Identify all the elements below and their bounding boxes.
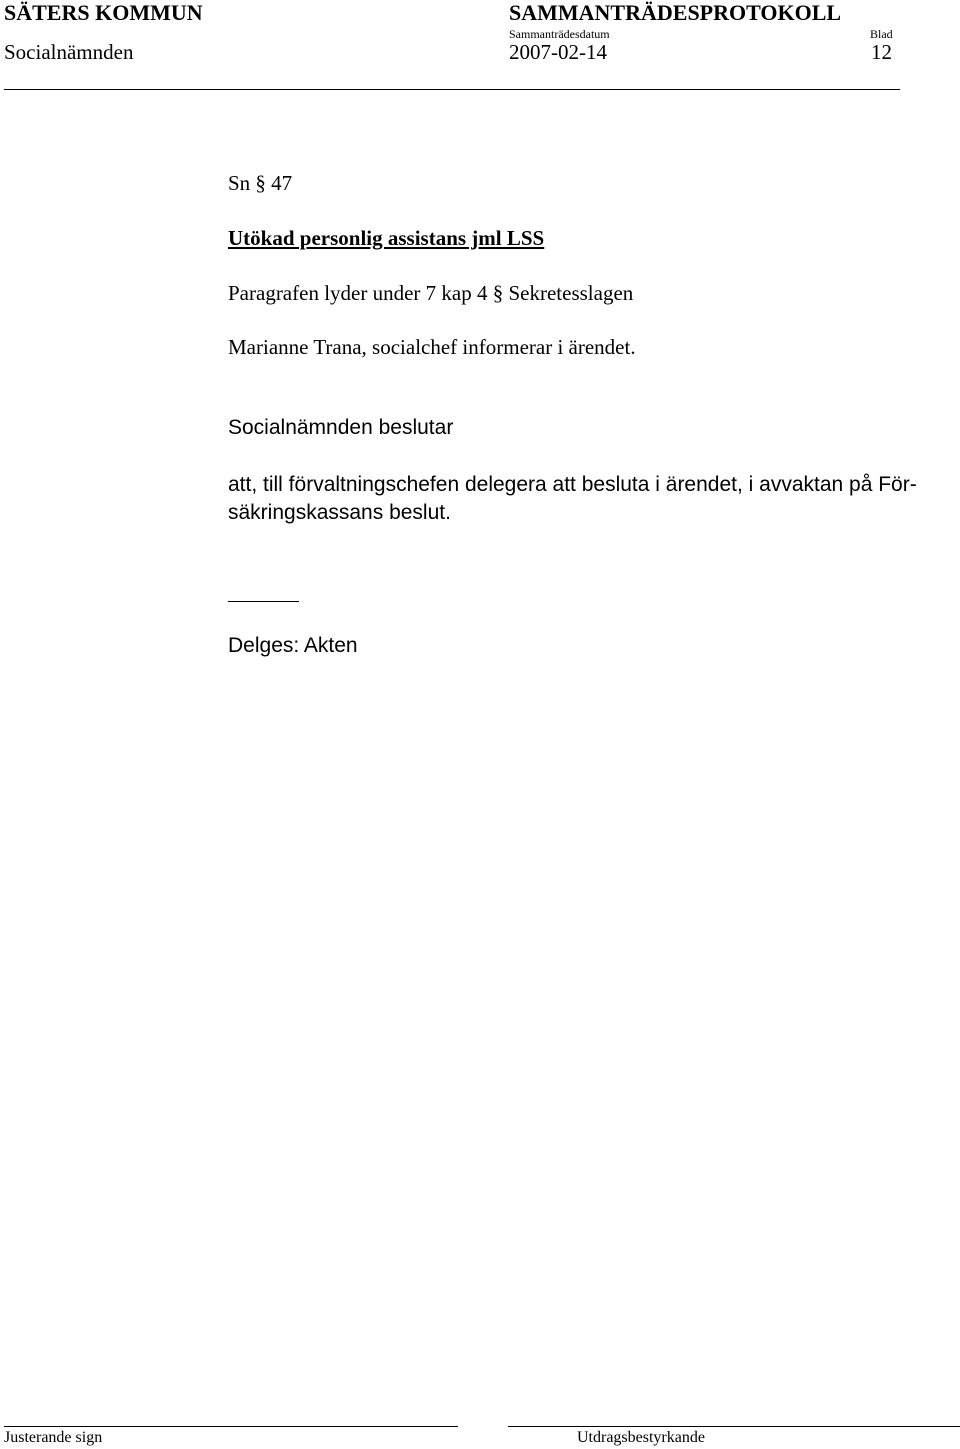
signature-label: Justerande sign: [4, 1429, 103, 1446]
decision-line: säkringskassans beslut.: [228, 501, 451, 524]
section-number: Sn § 47: [228, 171, 293, 195]
document-type: SAMMANTRÄDESPROTOKOLL: [509, 0, 842, 25]
meeting-date-label: Sammanträdesdatum: [509, 27, 610, 41]
committee-name: Socialnämnden: [4, 40, 134, 64]
decision-text: [228, 471, 928, 527]
header-divider: [4, 89, 900, 90]
footer-divider-left: [4, 1426, 458, 1427]
org-name: SÄTERS KOMMUN: [4, 0, 203, 25]
distribution-note: Delges: Akten: [228, 634, 358, 657]
informant-note: Marianne Trana, socialchef informerar i ärendet.: [228, 335, 636, 359]
page-label: Blad: [870, 27, 893, 41]
decision-line: att, till förvaltningschefen delegera att besluta i ärendet, i avvaktan på För-: [228, 473, 917, 496]
page-number: 12: [871, 40, 892, 64]
certification-label: Utdragsbestyrkande: [577, 1429, 705, 1446]
section-end-divider: [228, 601, 299, 602]
meeting-date: 2007-02-14: [509, 40, 607, 64]
footer-divider-right: [508, 1426, 960, 1427]
decision-heading: Socialnämnden beslutar: [228, 416, 454, 439]
confidentiality-note: Paragrafen lyder under 7 kap 4 § Sekretesslagen: [228, 281, 634, 305]
section-title: Utökad personlig assistans jml LSS: [228, 226, 545, 250]
